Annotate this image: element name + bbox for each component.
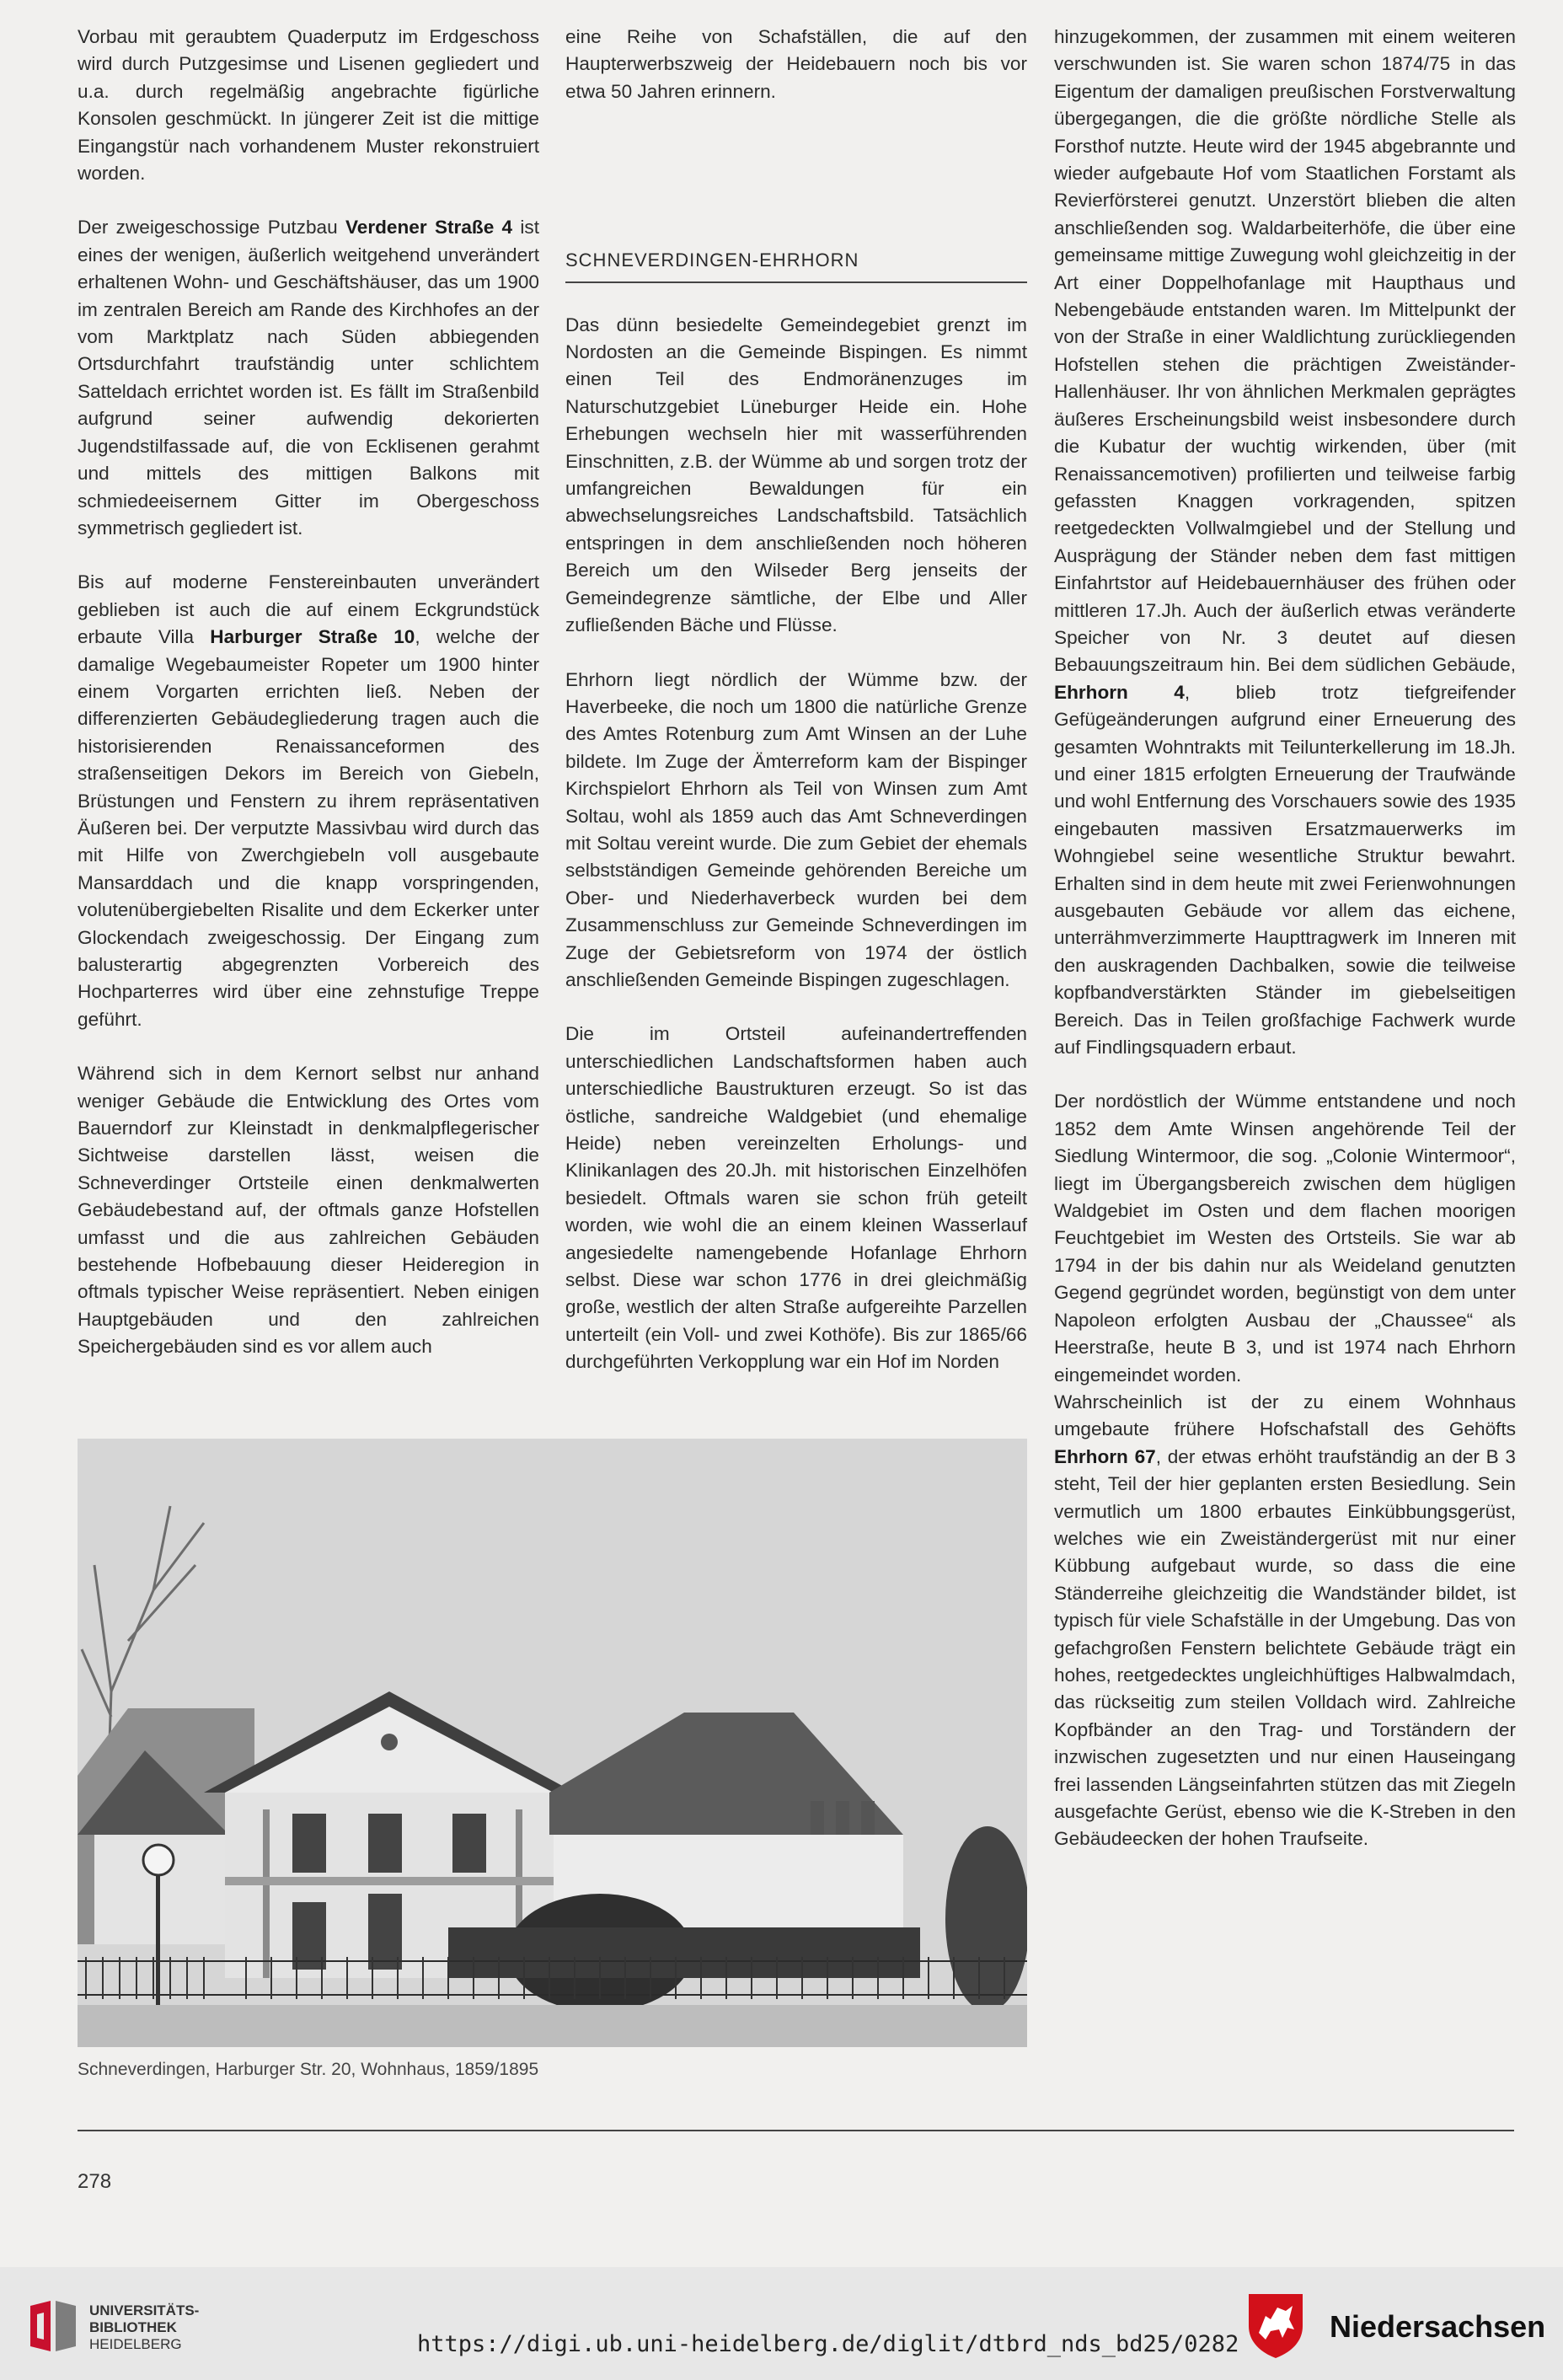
university-library-logo-icon[interactable] — [25, 2299, 81, 2355]
paragraph: Bis auf moderne Fenstereinbauten unverändert geblieben ist auch die auf einem Eckgrundstück erbaute Villa Harburger Straße 10, welche der damalige Wegebaumeister Ropeter um 1900 hinter einem Vorgarten errichten ließ. Neben der differenzierten Gebäudegliederung tragen auch die historisierenden Renaissanceformen des straßenseitigen Dekors im Bereich von Giebeln, Brüstungen und Fenstern zu ihrem repräsentativen Äußeren bei. Der verputzte Massivbau wird durch das mit Hilfe von Zwerchgiebeln voll ausgebaute Mansarddach und die knapp vorspringenden, volutenübergiebelten Risalite und dem Eckerker unter Glockendach zweigeschossig. Der Eingang zum balusterartig abgegrenzten Vorbereich des Hochparterres wird über eine zehnstufige Treppe geführt. — [78, 571, 539, 1030]
page-number: 278 — [78, 2170, 112, 2193]
address-ehrhorn-67: Ehrhorn 67 — [1054, 1445, 1156, 1467]
footer-rule — [78, 2130, 1514, 2131]
paragraph: Das dünn besiedelte Gemeindegebiet grenzt im Nordosten an die Gemeinde Bispingen. Es nimmt einen Teil des Endmoränenzuges im Naturschutzgebiet Lüneburger Heide ein. Hohe Erhebungen wechseln hier mit wasserführenden Einschnitten, z.B. der Wümme ab und sorgen trotz der umfangreichen Bewaldungen für ein abwechselungsreiches Landschaftsbild. Tatsächlich entspringen in dem anschließenden noch höheren Bereich um den Wilseder Berg jenseits der Gemeindegrenze sämtliche, der Elbe und Aller zufließenden Bäche und Flüsse. — [565, 314, 1027, 636]
text-column-2 — [565, 24, 1027, 1376]
paragraph: Ehrhorn liegt nördlich der Wümme bzw. der Haverbeeke, die noch um 1800 die natürliche Grenze des Amtes Rotenburg zum Amt Winsen an der Luhe bildete. Im Zuge der Ämterreform kam der Bispinger Kirchspielort Ehrhorn als Teil von Winsen zum Amt Soltau, wohl als 1859 auch das Amt Schneverdingen mit Soltau vereint wurde. Die zum Gebiet der ehemals selbstständigen Gemeinde gehörenden Bereiche um Ober- und Niederhaverbeck wurden bei dem Zusammenschluss zur Gemeinde Schneverdingen im Zuge der Gebietsreform von 1974 der östlich anschließenden Gemeinde Bispingen zugeschlagen. — [565, 668, 1027, 990]
paragraph: Der nordöstlich der Wümme entstandene und noch 1852 dem Amte Winsen angehörende Teil der Siedlung Wintermoor, die sog. „Colonie Wintermoor“, liegt im Übergangsbereich zwischen dem hügligen Waldgebiet im Osten und dem flachen moorigen Feuchtgebiet im Westen des Ortsteils. Sie war ab 1794 in der bis dahin nur als Weideland genutzten Gegend gegründet worden, begünstigt von dem unter Napoleon erfolgten Ausbau der „Chaussee“ als Heerstraße, heute B 3, und ist 1974 nach Ehrhorn eingemeindet worden. — [1054, 1091, 1516, 1386]
text-column-3 — [1054, 24, 1516, 1853]
university-library-name[interactable]: UNIVERSITÄTS- BIBLIOTHEK HEIDELBERG — [89, 2302, 200, 2352]
lower-saxony-coat-of-arms-icon[interactable] — [1245, 2291, 1306, 2360]
figure-caption: Schneverdingen, Harburger Str. 20, Wohnhaus, 1859/1895 — [78, 2060, 539, 2079]
paragraph: Die im Ortsteil aufeinandertreffenden unterschiedlichen Landschaftsformen haben auch unterschiedliche Baustrukturen erzeugt. So ist das östliche, sandreiche Waldgebiet (und ehemalige Heide) neben vereinzelten Erholungs- und Klinikanlagen des 20.Jh. mit historischen Einzelhöfen besiedelt. Oftmals waren sie schon früh geteilt worden, wie wohl die an einem kleinen Wasserlauf angesiedelte namengebende Hofanlage Ehrhorn selbst. Diese war schon 1776 in drei gleichmäßig große, westlich der alten Straße aufgereihte Parzellen unterteilt (ein Voll- und zwei Kothöfe). Bis zur 1865/66 durchgeführten Verkopplung war ein Hof im Norden — [565, 1023, 1027, 1373]
address-ehrhorn-4: Ehrhorn 4 — [1054, 681, 1185, 703]
house-photo-illustration — [78, 1439, 1027, 2047]
address-verdener-strasse-4: Verdener Straße 4 — [345, 217, 513, 239]
viewer-footer — [0, 2267, 1563, 2380]
paragraph: Vorbau mit geraubtem Quaderputz im Erdgeschoss wird durch Putzgesimse und Lisenen gegliedert und u.a. durch regelmäßig angebrachte figürliche Konsolen geschmückt. In jüngerer Zeit ist die mittige Eingangstür nach vorhandenem Muster rekonstruiert worden. — [78, 26, 539, 185]
paragraph: Während sich in dem Kernort selbst nur anhand weniger Gebäude die Entwicklung des Ortes vom Bauerndorf zur Kleinstadt in denkmalpflegerischer Sichtweise darstellen lässt, weisen die Schneverdinger Ortsteile einen denkmalwerten Gebäudebestand auf, der oftmals ganze Hofstellen umfasst und die aus zahlreichen Gebäuden bestehende Hofbebauung dieser Heideregion in oftmals typischer Weise repräsentiert. Neben einigen Hauptgebäuden und den zahlreichen Speichergebäuden sind es vor allem auch — [78, 1063, 539, 1358]
state-name-label[interactable]: Niedersachsen — [1330, 2309, 1546, 2344]
section-heading: SCHNEVERDINGEN-EHRHORN — [565, 247, 1027, 282]
address-harburger-strasse-10: Harburger Straße 10 — [210, 626, 415, 648]
text-column-1 — [78, 24, 539, 1361]
paragraph: hinzugekommen, der zusammen mit einem weiteren verschwunden ist. Sie waren schon 1874/75 in das Eigentum der damaligen preußischen Forstverwaltung übergegangen, die die größte nördliche Stelle als Forsthof nutzte. Heute wird der 1945 abgebrannte und wieder aufgebaute Hof vom Staatlichen Forstamt als Revierförsterei genutzt. Unzerstört blieben die alten anschließenden sog. Waldarbeiterhöfe, die über eine gemeinsame mittige Zuwegung wohl gleichzeitig in der Art einer Doppelhofanlage mit Haupthaus und Nebengebäude entstanden waren. Im Mittelpunkt der von der Straße in einer Waldlichtung zurückliegenden Hofstellen stehen die prächtigen Zweiständer-Hallenhäuser. Ihr von ähnlichen Merkmalen geprägtes äußeres Erscheinungsbild weist insbesondere durch die Kubatur der wuchtig wirkenden, über (mit Renaissancemotiven) profilierten und teilweise farbig gefassten Knaggen vorkragenden, spitzen reetgedeckten Vollwalmgiebel und der Stellung und Ausprägung der Ständer neben dem fast mittigen Einfahrtstor auf Heidebauernhäuser des frühen oder mittleren 17.Jh. Auch der äußerlich etwas veränderte Speicher von Nr. 3 deutet auf diesen Bebauungszeitraum hin. Bei dem südlichen Gebäude, Ehrhorn 4, blieb trotz tiefgreifender Gefügeänderungen aufgrund einer Erneuerung des gesamten Wohntrakts mit Teilunterkellerung im 18.Jh. und einer 1815 erfolgten Erneuerung der Traufwände und wohl Entfernung des Vorschauers sowie des 1935 eingebauten massiven Ersatzmauerwerks im Wohngiebel seine wesentliche Struktur bewahrt. Erhalten sind in dem heute mit zwei Ferienwohnungen ausgebauten Gebäude vor allem das eichene, unterrähmverzimmerte Haupttragwerk im Inneren mit den auskragenden Dachbalken, sowie die teilweise kopfbandverstärkten Ständer im giebelseitigen Bereich. Das in Teilen großfachige Fachwerk wurde auf Findlingsquadern erbaut. — [1054, 26, 1516, 1059]
paragraph: eine Reihe von Schafställen, die auf den Haupterwerbszweig der Heidebauern noch bis vor etwa 50 Jahren erinnern. — [565, 26, 1027, 102]
document-url-link[interactable]: https://digi.ub.uni-heidelberg.de/diglit/dtbrd_nds_bd25/0282 — [417, 2331, 1239, 2357]
paragraph: Wahrscheinlich ist der zu einem Wohnhaus umgebaute frühere Hofschafstall des Gehöfts Ehrhorn 67, der etwas erhöht traufständig an der B 3 steht, Teil der hier geplanten ersten Besiedlung. Sein vermutlich um 1800 erbautes Einkübbungsgerüst, welches wie ein Zweiständergerüst mit nur einer Kübbung aufgebaut wurde, so dass die eine Ständerreihe gleichzeitig die Wandständer bildet, ist typisch für viele Schafställe in der Umgebung. Das von gefachgroßen Fenstern belichtete Gebäude trägt ein hohes, reetgedecktes ungleichhüftiges Halbwalmdach, das rückseitig zum steilen Volldach wird. Zahlreiche Kopfbänder an den Trag- und Torständern der inzwischen zugesetzten und nur einen Hauseingang frei lassenden Längseinfahrten stützen das mit Ziegeln ausgefachte Gerüst, ebenso wie die K-Streben in den Gebäudeecken der hohen Traufseite. — [1054, 1391, 1516, 1850]
paragraph: Der zweigeschossige Putzbau Verdener Straße 4 ist eines der wenigen, äußerlich weitgehend unverändert erhaltenen Wohn- und Geschäftshäuser, das um 1900 im zentralen Bereich am Rande des Kirchhofes an der vom Marktplatz nach Süden abbiegenden Ortsdurchfahrt traufständig unter schlichtem Satteldach errichtet worden ist. Es fällt im Straßenbild aufgrund seiner aufwendig dekorierten Jugendstilfassade auf, die von Ecklisenen gerahmt und mittels des mittigen Balkons mit schmiedeeisernem Gitter im Obergeschoss symmetrisch gegliedert ist. — [78, 217, 539, 539]
house-photo — [78, 1439, 1027, 2047]
